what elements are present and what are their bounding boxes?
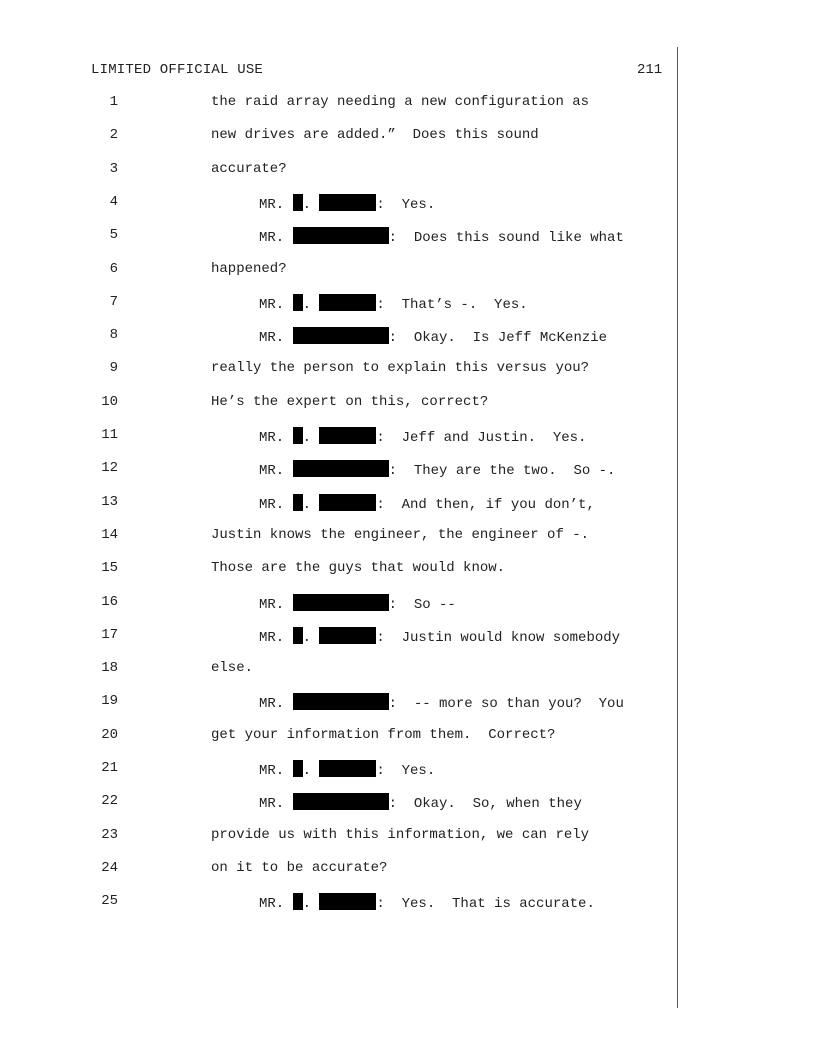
line-number: 3: [109, 160, 118, 177]
line-number: 13: [101, 493, 118, 510]
spoken-text: : That’s -. Yes.: [376, 296, 528, 313]
redaction-box: [293, 693, 389, 710]
line-text: new drives are added.” Does this sound: [211, 127, 539, 144]
line-number: 25: [101, 893, 118, 910]
transcript-line: [0, 460, 680, 484]
transcript-line: [0, 227, 680, 251]
witness-speaker-line: [259, 760, 435, 779]
spoken-text: : Justin would know somebody: [376, 629, 621, 646]
speaker-title: MR.: [259, 196, 293, 213]
line-number: 20: [101, 726, 118, 743]
speaker-title: MR.: [259, 596, 293, 613]
line-text: get your information from them. Correct?: [211, 726, 556, 743]
redaction-box: [319, 627, 376, 644]
spoken-text: : Does this sound like what: [388, 230, 624, 247]
examiner-speaker-line: [259, 460, 615, 479]
redaction-box: [293, 893, 303, 910]
line-number: 10: [101, 393, 118, 410]
speaker-title: MR.: [259, 763, 293, 779]
transcript-line: [0, 327, 680, 351]
spoken-text: : Yes.: [376, 196, 436, 213]
line-text: Those are the guys that would know.: [211, 560, 506, 577]
redaction-box: [293, 294, 303, 311]
examiner-speaker-line: [259, 594, 456, 613]
line-text: provide us with this information, we can rely: [211, 826, 590, 843]
line-text: the raid array needing a new configuration as: [211, 94, 590, 110]
redaction-box: [293, 460, 389, 477]
transcript-line: [0, 360, 680, 384]
line-text: accurate?: [211, 160, 287, 177]
redaction-box: [293, 627, 303, 644]
spoken-text: : Okay. So, when they: [388, 796, 582, 813]
redaction-box: [293, 760, 303, 777]
examiner-speaker-line: [259, 327, 607, 346]
redaction-box: [319, 893, 376, 910]
line-text: Justin knows the engineer, the engineer of -.: [211, 526, 590, 543]
spoken-text: : Jeff and Justin. Yes.: [376, 430, 587, 446]
classification-header: LIMITED OFFICIAL USE: [91, 62, 264, 78]
transcript-line: [0, 294, 680, 318]
examiner-speaker-line: [259, 693, 624, 712]
initial-period: .: [302, 629, 320, 646]
speaker-title: MR.: [259, 296, 293, 313]
initial-period: .: [302, 196, 320, 213]
transcript-line: [0, 660, 680, 684]
transcript-line: [0, 261, 680, 285]
line-number: 4: [109, 193, 118, 210]
line-number: 16: [101, 593, 118, 610]
line-number: 23: [101, 826, 118, 843]
line-number: 9: [109, 360, 118, 377]
transcript-line: [0, 194, 680, 218]
spoken-text: : Yes.: [376, 763, 436, 779]
transcript-line: [0, 594, 680, 618]
redaction-box: [293, 327, 389, 344]
line-number: 14: [101, 526, 118, 543]
page-number: 211: [637, 62, 663, 78]
transcript-line: [0, 394, 680, 418]
transcript-line: [0, 827, 680, 851]
transcript-line: [0, 693, 680, 717]
line-number: 19: [101, 693, 118, 710]
witness-speaker-line: [259, 494, 595, 513]
redaction-box: [293, 227, 389, 244]
line-text: else.: [211, 660, 254, 677]
transcript-line: [0, 727, 680, 751]
examiner-speaker-line: [259, 227, 624, 246]
speaker-title: MR.: [259, 496, 293, 513]
transcript-line: [0, 860, 680, 884]
redaction-box: [293, 427, 303, 444]
line-number: 24: [101, 859, 118, 876]
line-text: really the person to explain this versus you?: [211, 360, 590, 377]
witness-speaker-line: [259, 294, 528, 313]
spoken-text: : -- more so than you? You: [388, 696, 624, 713]
line-text: happened?: [211, 260, 287, 277]
speaker-title: MR.: [259, 796, 293, 813]
initial-period: .: [302, 763, 320, 779]
speaker-title: MR.: [259, 463, 293, 480]
speaker-title: MR.: [259, 896, 293, 913]
line-number: 5: [109, 227, 118, 244]
transcript-line: [0, 494, 680, 518]
line-number: 18: [101, 660, 118, 677]
redaction-box: [319, 760, 376, 777]
redaction-box: [319, 294, 376, 311]
transcript-line: [0, 893, 680, 917]
line-number: 17: [101, 626, 118, 643]
redaction-box: [293, 793, 389, 810]
speaker-title: MR.: [259, 629, 293, 646]
speaker-title: MR.: [259, 230, 293, 247]
line-number: 8: [109, 327, 118, 344]
transcript-line: [0, 127, 680, 151]
redaction-box: [293, 594, 389, 611]
initial-period: .: [302, 496, 320, 513]
redaction-box: [319, 494, 376, 511]
redaction-box: [319, 427, 376, 444]
line-number: 22: [101, 793, 118, 810]
spoken-text: : Yes. That is accurate.: [376, 896, 595, 913]
initial-period: .: [302, 896, 320, 913]
initial-period: .: [302, 430, 320, 446]
line-number: 12: [101, 460, 118, 477]
witness-speaker-line: [259, 427, 586, 446]
transcript-line: [0, 793, 680, 817]
transcript-line: [0, 560, 680, 584]
spoken-text: : So --: [388, 596, 456, 613]
line-number: 15: [101, 560, 118, 577]
line-text: He’s the expert on this, correct?: [211, 393, 489, 410]
speaker-title: MR.: [259, 696, 293, 713]
line-number: 6: [109, 260, 118, 277]
transcript-line: [0, 161, 680, 185]
line-number: 21: [101, 760, 118, 776]
transcript-line: [0, 760, 680, 784]
spoken-text: : Okay. Is Jeff McKenzie: [388, 330, 608, 347]
witness-speaker-line: [259, 627, 620, 646]
line-number: 11: [101, 427, 118, 443]
examiner-speaker-line: [259, 793, 582, 812]
speaker-title: MR.: [259, 430, 293, 446]
transcript-line: [0, 94, 680, 118]
witness-speaker-line: [259, 893, 595, 912]
transcript-line: [0, 527, 680, 551]
spoken-text: : And then, if you don’t,: [376, 496, 595, 513]
transcript-line: [0, 627, 680, 651]
line-text: on it to be accurate?: [211, 859, 388, 876]
witness-speaker-line: [259, 194, 435, 213]
redaction-box: [293, 494, 303, 511]
speaker-title: MR.: [259, 330, 293, 347]
line-number: 2: [109, 127, 118, 144]
redaction-box: [319, 194, 376, 211]
line-number: 7: [109, 293, 118, 310]
transcript-line: [0, 427, 680, 451]
redaction-box: [293, 194, 303, 211]
initial-period: .: [302, 296, 320, 313]
spoken-text: : They are the two. So -.: [388, 463, 616, 480]
line-number: 1: [109, 94, 118, 110]
